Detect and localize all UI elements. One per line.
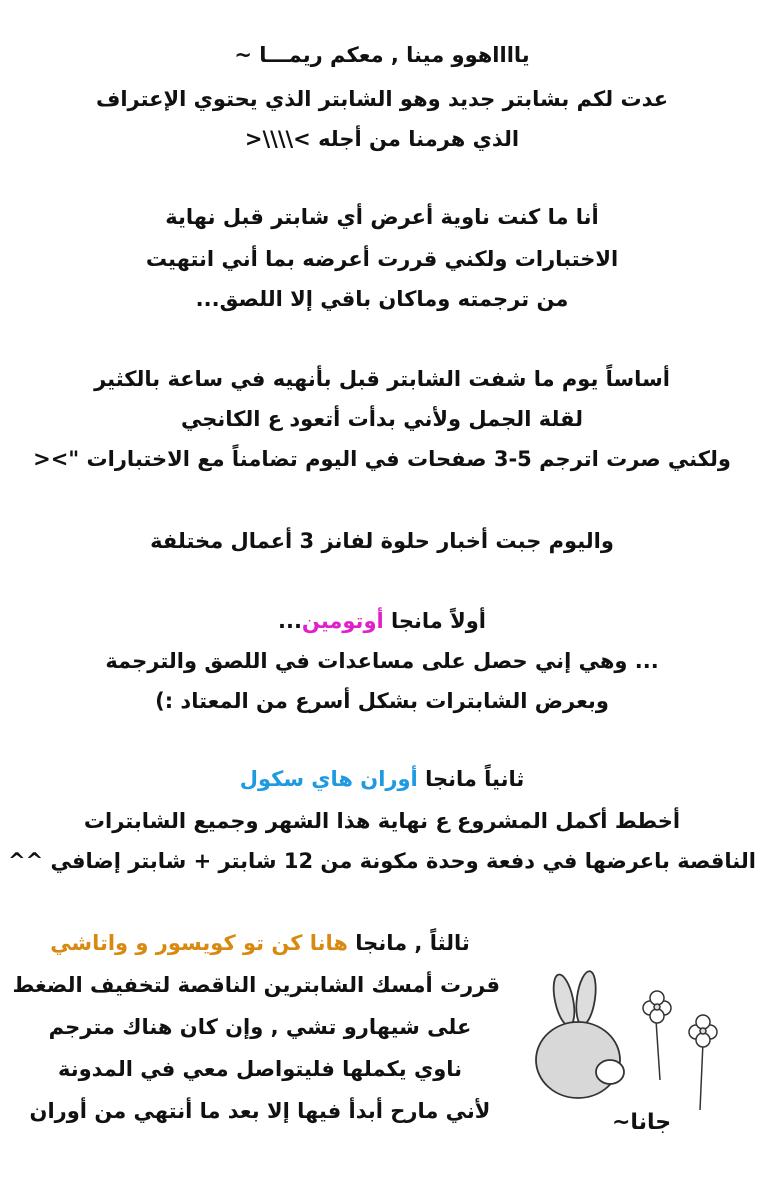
first-line-2: ... وهي إني حصل على مساعدات في اللصق والترجمة — [105, 649, 659, 673]
para2-line-1: أنا ما كنت ناوية أعرض أي شابتر قبل نهاية — [165, 205, 599, 229]
first-prefix: أولاً مانجا — [391, 609, 487, 633]
third-line-5: لأني مارح أبدأ فيها إلا بعد ما أنتهي من أوران — [29, 1099, 491, 1123]
second-line-2: أخطط أكمل المشروع ع نهاية هذا الشهر وجميع الشابترات — [83, 809, 681, 833]
second-prefix: ثانياً مانجا — [425, 767, 525, 791]
third-heading — [20, 928, 500, 958]
intro-line-3: الذي هرمنا من أجله >\\\\< — [244, 127, 520, 151]
second-line-3: الناقصة باعرضها في دفعة وحدة مكونة من 12 شابتر + شابتر إضافي ^^ — [8, 849, 756, 873]
intro-line-1: يااااهوو مينا , معكم ريمـــا ~ — [234, 43, 530, 67]
signature: جانا~ — [612, 1110, 672, 1135]
first-heading — [0, 606, 764, 636]
flower-icon — [689, 1015, 717, 1110]
para3-line-2: لقلة الجمل ولأني بدأت أتعود ع الكانجي — [180, 407, 584, 431]
para3-line-1: أساساً يوم ما شفت الشابتر قبل بأنهيه في ساعة بالكثير — [94, 367, 670, 391]
para3-line-3: ولكني صرت اترجم 5-3 صفحات في اليوم تضامناً مع الاختبارات ">< — [33, 447, 731, 471]
para4-line-1: واليوم جبت أخبار حلوة لفانز 3 أعمال مختلفة — [150, 529, 614, 553]
third-line-2: قررت أمسك الشابترين الناقصة لتخفيف الضغط — [12, 973, 500, 997]
second-manga-name: أوران هاي سكول — [239, 767, 418, 791]
third-prefix: ثالثاً , مانجا — [355, 931, 470, 955]
bunny-icon — [536, 970, 624, 1098]
first-suffix: ... — [277, 609, 302, 633]
flower-icon — [643, 991, 671, 1080]
first-line-3: وبعرض الشابترات بشكل أسرع من المعتاد :) — [155, 689, 609, 713]
para2-line-2: الاختبارات ولكني قررت أعرضه بما أني انتهيت — [145, 247, 619, 271]
third-manga-name: هانا كن تو كويسور و واتاشي — [50, 931, 348, 955]
third-line-4: ناوي يكملها فليتواصل معي في المدونة — [57, 1057, 463, 1081]
first-manga-name: أوتومين — [301, 609, 384, 633]
second-heading — [0, 764, 764, 794]
intro-line-2: عدت لكم بشابتر جديد وهو الشابتر الذي يحتوي الإعتراف — [95, 87, 669, 111]
third-line-3: على شيهارو تشي , وإن كان هناك مترجم — [48, 1015, 472, 1039]
para2-line-3: من ترجمته وماكان باقي إلا اللصق... — [195, 287, 569, 311]
